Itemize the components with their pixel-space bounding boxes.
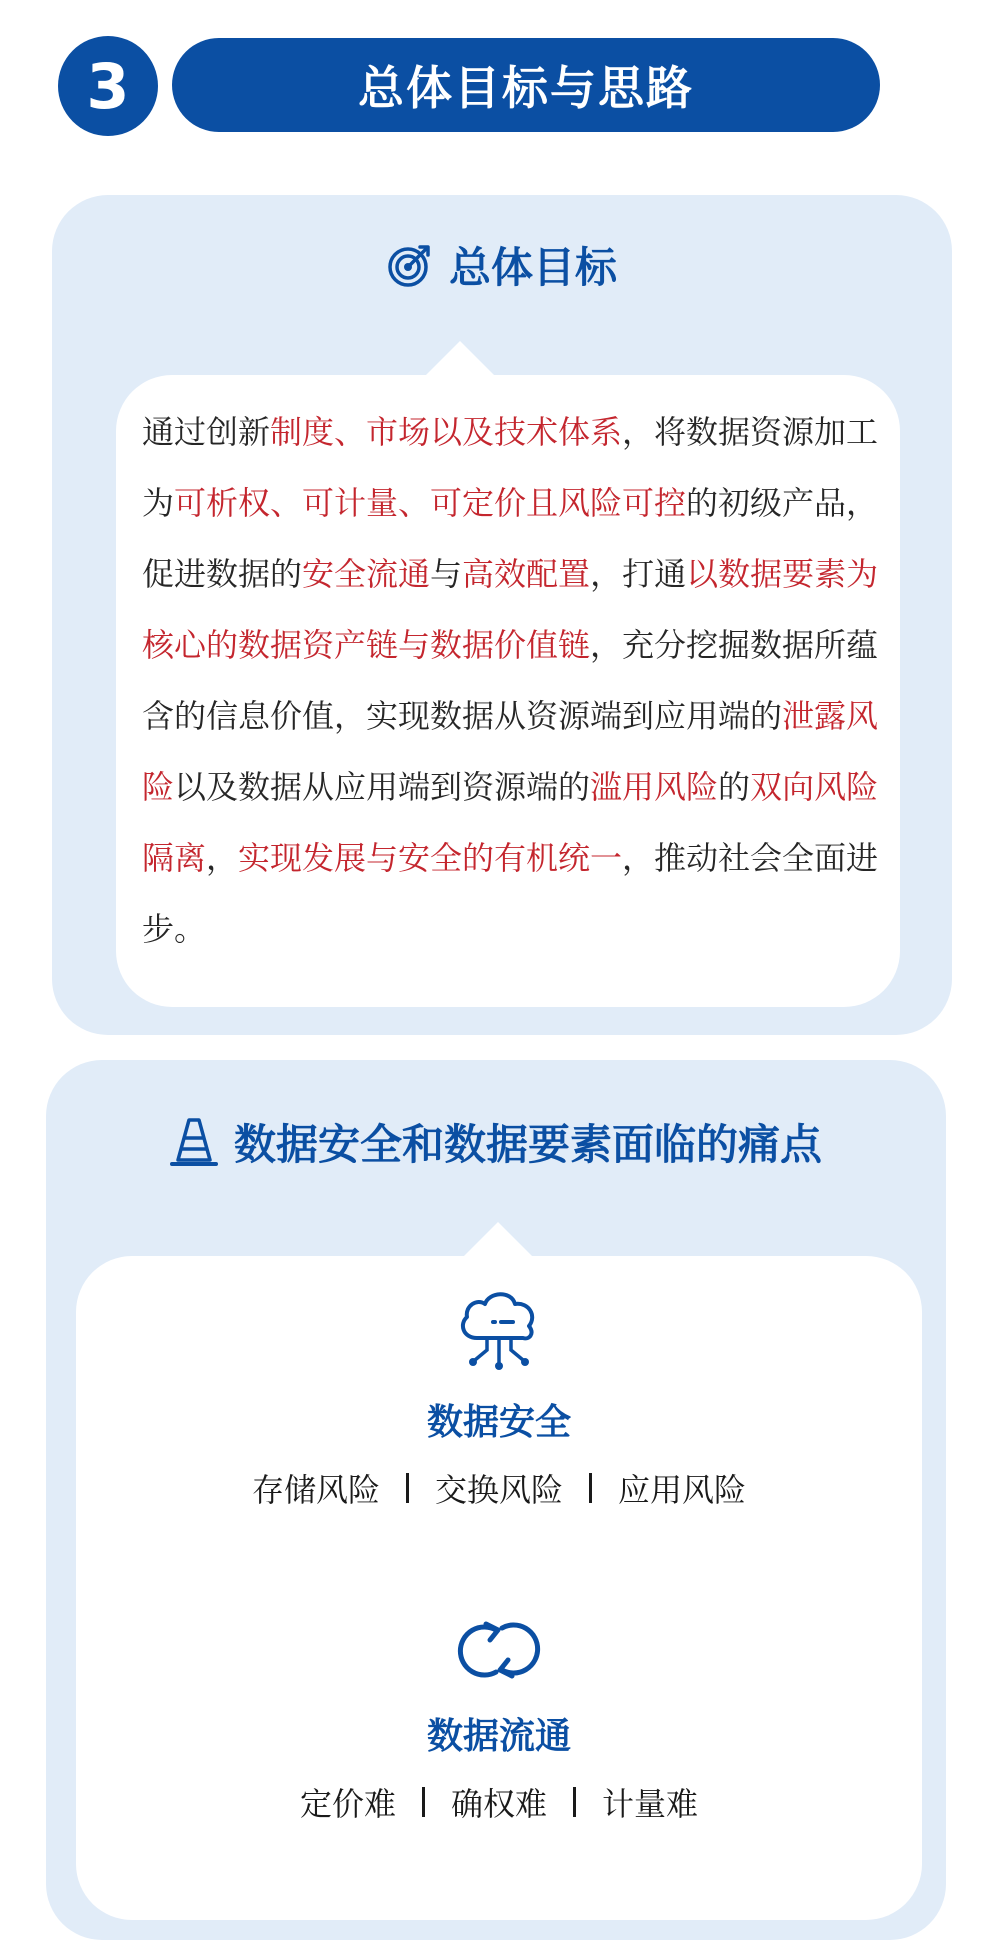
section-number-badge bbox=[58, 36, 158, 136]
goal-heading bbox=[52, 235, 952, 295]
highlighted-phrase: 双向风险隔离 bbox=[142, 768, 879, 877]
pain-sub-label: 计量难 bbox=[602, 1785, 699, 1823]
section-title: 总体目标与思路 bbox=[358, 61, 694, 115]
separator bbox=[422, 1787, 425, 1817]
highlighted-phrase: 泄露风险 bbox=[142, 697, 879, 806]
text-segment: ，将数据资源加工为 bbox=[142, 413, 879, 522]
pain-item-subs bbox=[76, 1465, 922, 1511]
pain-item-title: 数据安全 bbox=[426, 1402, 571, 1443]
pain-sub-label: 交换风险 bbox=[434, 1471, 563, 1509]
highlighted-phrase: 以数据要素为核心的数据资产链与数据价值链 bbox=[142, 555, 879, 664]
highlighted-phrase: 高效配置 bbox=[462, 555, 591, 593]
text-segment: ， bbox=[206, 839, 239, 877]
pain-sub-label: 存储风险 bbox=[251, 1471, 380, 1509]
goal-card bbox=[116, 375, 900, 1007]
pain-panel bbox=[46, 1060, 946, 1940]
pain-sub-label: 应用风险 bbox=[618, 1471, 747, 1509]
text-segment: ，推动社会全面进步。 bbox=[142, 839, 879, 948]
target-icon bbox=[387, 242, 433, 288]
separator bbox=[573, 1787, 576, 1817]
pain-item-data-security bbox=[76, 1286, 922, 1511]
traffic-cone-icon bbox=[170, 1116, 218, 1168]
goal-card-notch bbox=[424, 341, 496, 377]
pain-item-title: 数据流通 bbox=[426, 1716, 571, 1757]
separator bbox=[406, 1473, 409, 1503]
goal-panel bbox=[52, 195, 952, 1035]
text-segment: 与 bbox=[430, 555, 463, 593]
pain-heading bbox=[46, 1112, 946, 1172]
highlighted-phrase: 滥用风险 bbox=[590, 768, 719, 806]
text-segment: 的初级产品，促进数据的 bbox=[142, 484, 879, 593]
text-segment: 的 bbox=[718, 768, 751, 806]
highlighted-phrase: 可析权、可计量、可定价且风险可控 bbox=[174, 484, 687, 522]
goal-heading-text: 总体目标 bbox=[448, 243, 617, 292]
highlighted-phrase: 实现发展与安全的有机统一 bbox=[238, 839, 623, 877]
goal-paragraph bbox=[142, 397, 882, 965]
pain-sub-label: 定价难 bbox=[299, 1785, 396, 1823]
text-segment: 以及数据从应用端到资源端的 bbox=[174, 768, 591, 806]
section-title-pill bbox=[172, 38, 880, 132]
pain-item-subs bbox=[76, 1779, 922, 1825]
cloud-network-icon bbox=[453, 1286, 545, 1372]
pain-card bbox=[76, 1256, 922, 1920]
text-segment: 通过创新 bbox=[142, 413, 271, 451]
highlighted-phrase: 制度、市场以及技术体系 bbox=[270, 413, 623, 451]
separator bbox=[589, 1473, 592, 1503]
pain-card-notch bbox=[462, 1222, 534, 1258]
sync-arrows-icon bbox=[444, 1614, 554, 1686]
pain-heading-text: 数据安全和数据要素面临的痛点 bbox=[233, 1120, 822, 1169]
pain-sub-label: 确权难 bbox=[450, 1785, 547, 1823]
text-segment: ，充分挖掘数据所蕴含的信息价值，实现数据从资源端到应用端的 bbox=[142, 626, 879, 735]
section-number: 3 bbox=[86, 49, 130, 123]
highlighted-phrase: 安全流通 bbox=[302, 555, 431, 593]
pain-item-data-circulation bbox=[76, 1614, 922, 1825]
text-segment: ，打通 bbox=[590, 555, 687, 593]
